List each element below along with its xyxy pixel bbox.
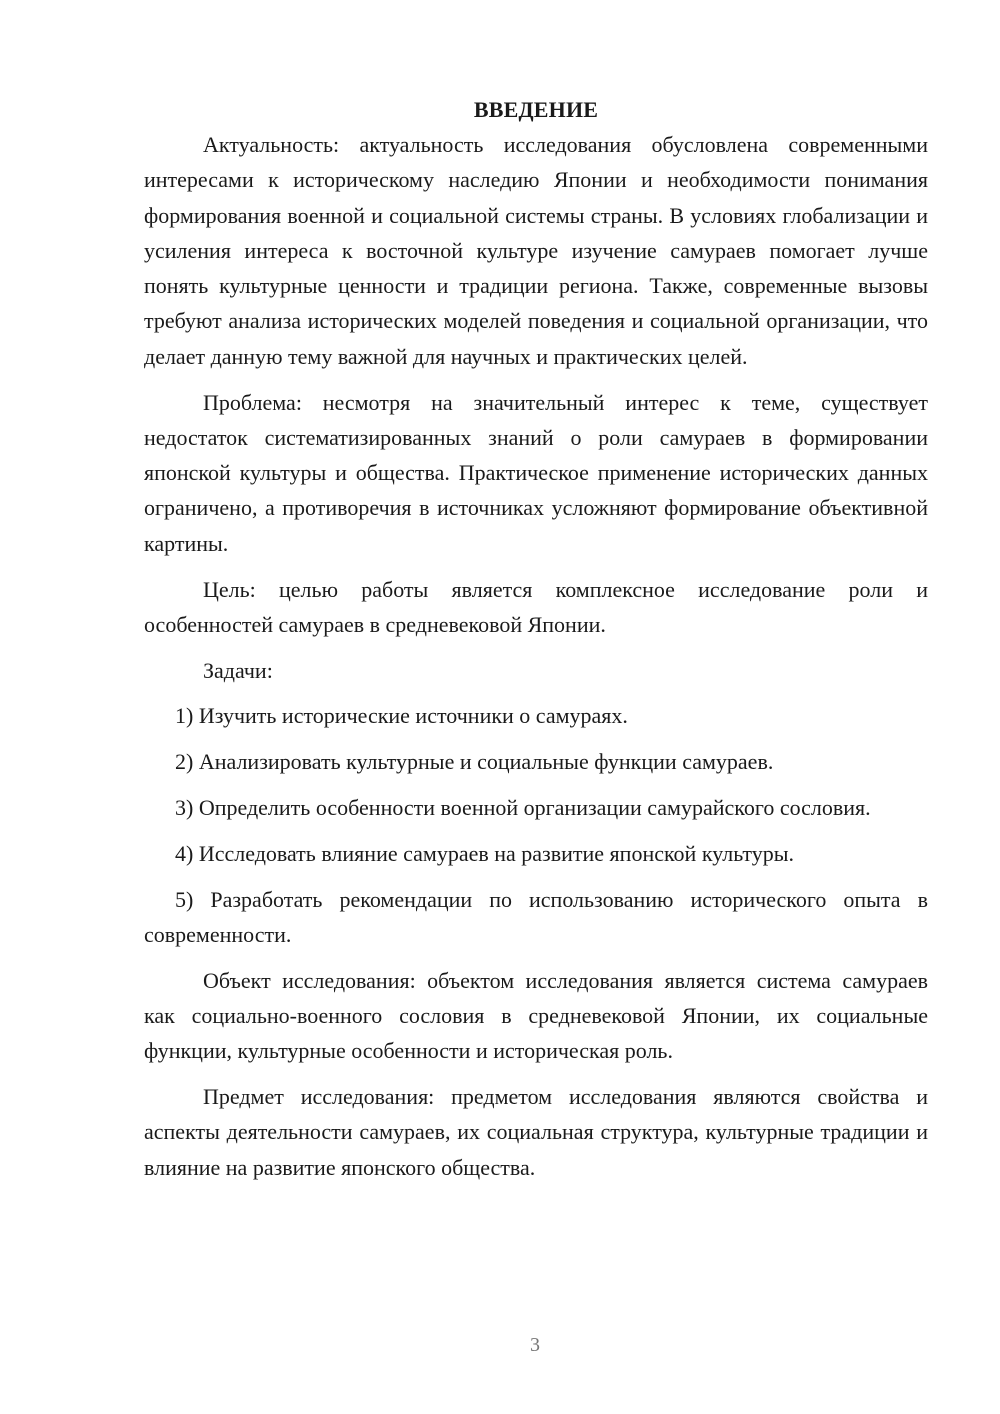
task-item: 2) Анализировать культурные и социальные функции самураев. bbox=[175, 749, 774, 775]
page-number: 3 bbox=[530, 1334, 540, 1356]
task-item: 1) Изучить исторические источники о самураях. bbox=[175, 703, 628, 729]
paragraph-subject: Предмет исследования: предметом исследования являются свойства и аспекты деятельности самураев, их социальная структура, культурные традиции и влияние на развитие японского общества. bbox=[144, 1084, 928, 1180]
paragraph-goal: Цель: целью работы является комплексное исследование роли и особенностей самураев в средневековой Японии. bbox=[144, 576, 928, 637]
task-item: 4) Исследовать влияние самураев на развитие японской культуры. bbox=[175, 840, 795, 866]
task-list bbox=[144, 698, 928, 952]
task-item: 5) Разработать рекомендации по использованию исторического опыта в современности. bbox=[144, 886, 928, 947]
page-title: ВВЕДЕНИЕ bbox=[473, 97, 599, 122]
paragraph-object: Объект исследования: объектом исследования является система самураев как социально-военного сословия в средневековой Японии, их социальные функции, культурные особенности и историческая роль. bbox=[144, 967, 928, 1064]
paragraph-problem: Проблема: несмотря на значительный интерес к теме, существует недостаток систематизированных знаний о роли самураев в формировании японской культуры и общества. Практическое применение исторических данных ограничено, а противоречия в источниках усложняют формирование объективной картины. bbox=[144, 389, 928, 556]
tasks-heading: Задачи: bbox=[203, 657, 273, 683]
task-item: 3) Определить особенности военной организации самурайского сословия. bbox=[175, 795, 871, 821]
document-page bbox=[144, 92, 928, 1196]
paragraph-relevance: Актуальность: актуальность исследования обусловлена современными интересами к историческому наследию Японии и необходимости понимания формирования военной и социальной системы страны. В условиях глобализации и усиления интереса к восточной культуре изучение самураев помогает лучше понять культурные ценности и традиции региона. Также, современные вызовы требуют анализа исторических моделей поведения и социальной организации, что делает данную тему важной для научных и практических целей. bbox=[144, 132, 928, 369]
